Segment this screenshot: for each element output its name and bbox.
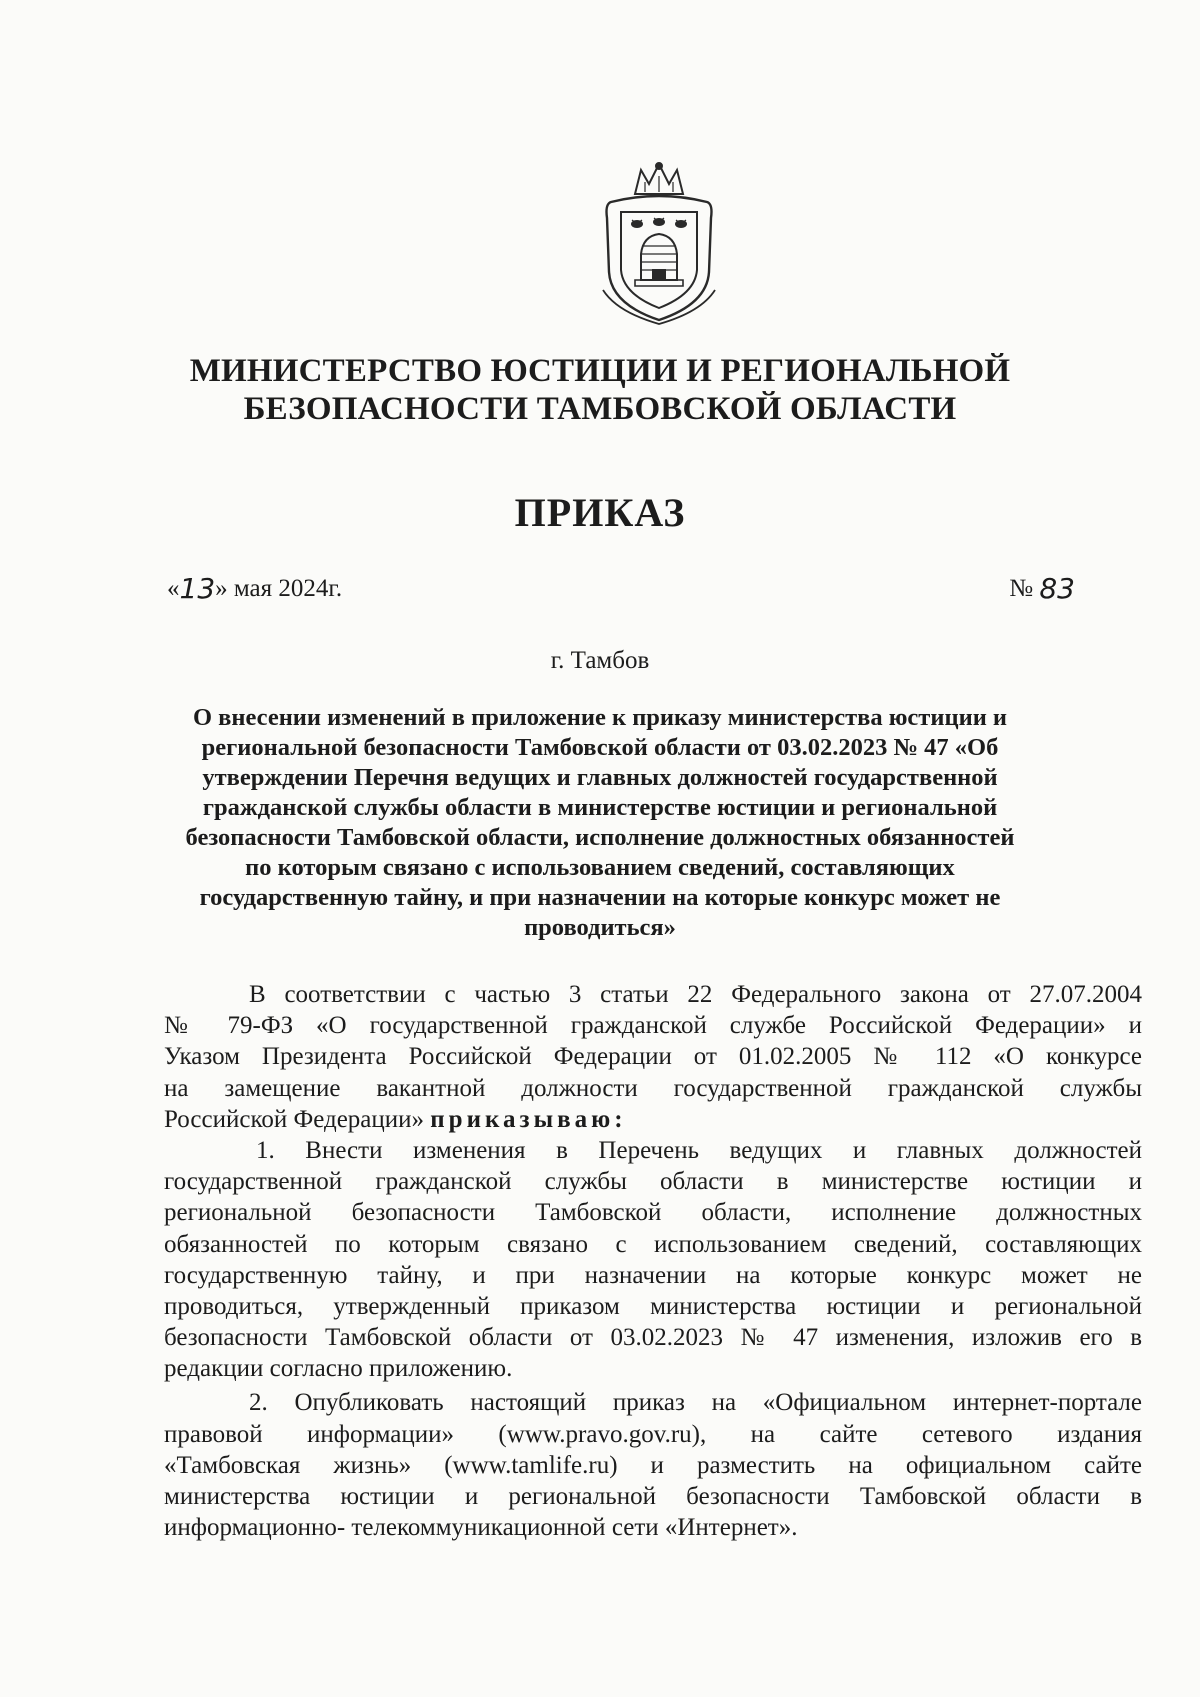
date-day-handwritten: 13 [179,572,216,605]
city-name: г. Тамбов [550,647,650,674]
date-open-quote: « [167,575,180,602]
preamble-line: на замещение вакантной должности государственной гражданской службы [164,1074,1142,1102]
item-1-line: обязанностей по которым связано с использованием сведений, составляющих [164,1230,1142,1258]
subject-line: проводиться» [524,914,676,941]
number-prefix: № [1009,575,1034,602]
preamble-last-line [164,1104,1142,1135]
subject-line: гражданской службы области в министерстве юстиции и региональной [202,794,998,821]
ministry-name-line-1: МИНИСТЕРСТВО ЮСТИЦИИ И РЕГИОНАЛЬНОЙ [189,353,1011,389]
date-month-year: » мая 2024г. [215,575,343,602]
ministry-name [150,352,1050,428]
tambov-coat-of-arms-icon [597,162,722,327]
subject-line: региональной безопасности Тамбовской области от 03.02.2023 № 47 «Об [201,734,999,761]
order-body [164,979,1142,1543]
preamble-line: В соответствии с частью 3 статьи 22 Федерального закона от 27.07.2004 [249,981,1142,1008]
item-2-line: «Тамбовская жизнь» (www.tamlife.ru) и разместить на официальном сайте [164,1451,1142,1479]
subject-line: утверждении Перечня ведущих и главных должностей государственной [202,764,998,791]
preamble-line: Указом Президента Российской Федерации от 01.02.2005 № 112 «О конкурсе [164,1043,1142,1071]
item-1-line: редакции согласно приложению. [164,1355,513,1383]
subject-line: государственную тайну, и при назначении на которые конкурс может не [199,884,1001,911]
item-1-line: 1. Внести изменения в Перечень ведущих и главных должностей [256,1136,1142,1164]
preamble-last-text: Российской Федерации» [164,1105,425,1133]
item-1-line: проводиться, утвержденный приказом министерства юстиции и региональной [164,1292,1142,1320]
order-number [1009,574,1075,604]
document-type-title: ПРИКАЗ [514,490,686,535]
item-2-line: министерства юстиции и региональной безопасности Тамбовской области в [164,1483,1142,1510]
item-2-line: информационно- телекоммуникационной сети «Интернет». [164,1514,798,1542]
order-date [167,574,342,604]
preamble-line: № 79-ФЗ «О государственной гражданской службе Российской Федерации» и [164,1012,1142,1040]
order-subject [140,703,1060,943]
item-2-line: правовой информации» (www.pravo.gov.ru), на сайте сетевого издания [164,1420,1142,1448]
subject-line: О внесении изменений в приложение к приказу министерства юстиции и [192,704,1008,731]
item-1-line: государственной гражданской службы области в министерстве юстиции и [164,1168,1142,1196]
number-handwritten: 83 [1039,572,1075,605]
subject-line: по которым связано с использованием сведений, составляющих [245,854,955,881]
order-word: приказываю: [430,1105,627,1133]
item-1-line: региональной безопасности Тамбовской области, исполнение должностных [164,1199,1142,1227]
item-1-line: государственную тайну, и при назначении на которые конкурс может не [164,1261,1142,1289]
item-1-line: безопасности Тамбовской области от 03.02.2023 № 47 изменения, изложив его в [164,1324,1142,1352]
ministry-name-line-2: БЕЗОПАСНОСТИ ТАМБОВСКОЙ ОБЛАСТИ [243,391,957,427]
subject-line: безопасности Тамбовской области, исполнение должностных обязанностей [185,824,1015,851]
item-2-line: 2. Опубликовать настоящий приказ на «Официальном интернет-портале [249,1389,1142,1417]
